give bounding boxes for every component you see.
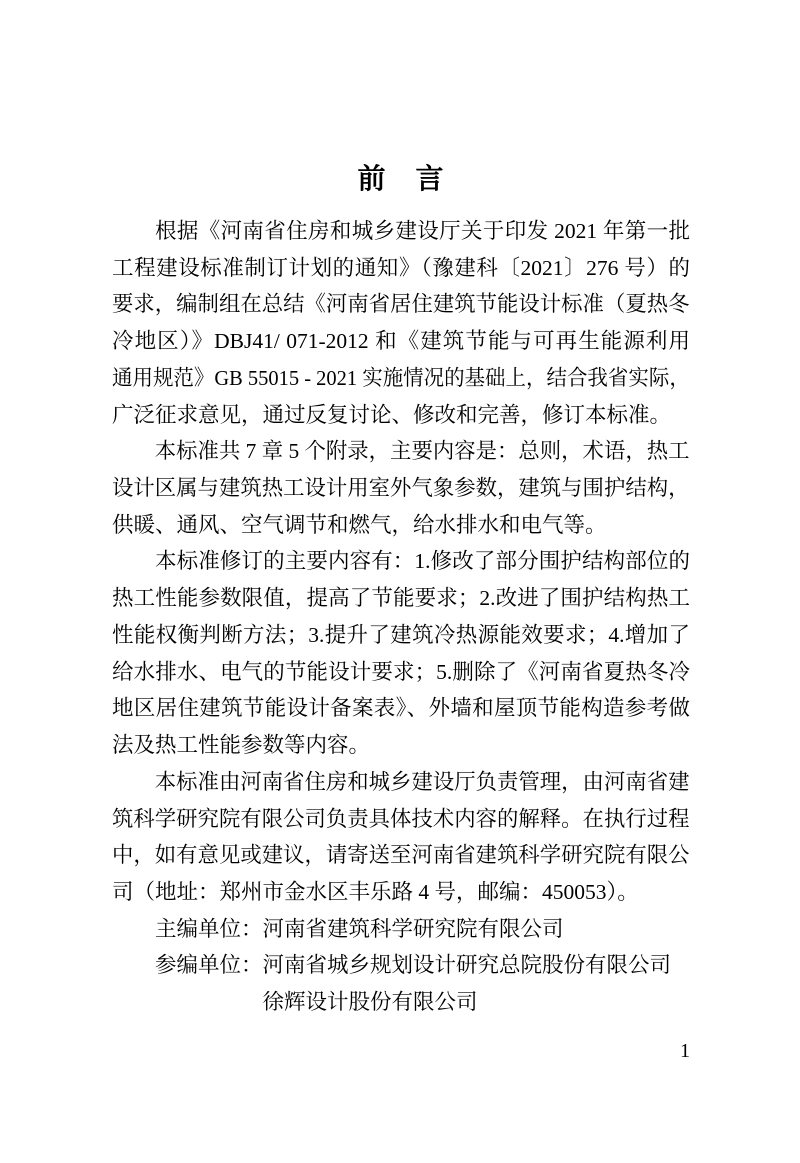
text-line: 筑科学研究院有限公司负责具体技术内容的解释。在执行过程: [112, 806, 690, 831]
paragraph: [112, 764, 690, 911]
text-line: 性能权衡判断方法；3.提升了建筑冷热源能效要求；4.增加了: [112, 622, 690, 647]
text-line: 司（地址：郑州市金水区丰乐路 4 号，邮编：450053）。: [112, 879, 639, 904]
page-title: 前 言: [357, 163, 445, 195]
page-number: 1: [680, 1040, 690, 1062]
text-line: 根据《河南省住房和城乡建设厅关于印发 2021 年第一批: [155, 219, 690, 243]
text-line: 地区居住建筑节能设计备案表》、外墙和屋顶节能构造参考做: [112, 696, 690, 721]
text-line: 设计区属与建筑热工设计用室外气象参数，建筑与围护结构，: [112, 476, 690, 501]
text-line: 本标准修订的主要内容有：1.修改了部分围护结构部位的: [155, 549, 690, 574]
paragraph: [112, 213, 690, 433]
text-line: 中，如有意见或建议，请寄送至河南省建筑科学研究院有限公: [112, 843, 690, 868]
text-line: 冷地区）》DBJ41/ 071-2012 和《建筑节能与可再生能源利用: [112, 329, 690, 354]
text-line: 通用规范》GB 55015 - 2021 实施情况的基础上，结合我省实际，: [112, 365, 690, 390]
text-line: 要求，编制组在总结《河南省居住建筑节能设计标准（夏热冬: [112, 292, 690, 317]
editors-block: [112, 911, 690, 1021]
document-body: [112, 213, 690, 1021]
text-line: 给水排水、电气的节能设计要求；5.删除了《河南省夏热冬冷: [112, 659, 690, 684]
text-line: 广泛征求意见，通过反复讨论、修改和完善，修订本标准。: [112, 402, 672, 427]
co-editor-line: 参编单位：河南省城乡规划设计研究总院股份有限公司: [155, 953, 672, 978]
text-line: 供暖、通风、空气调节和燃气，给水排水和电气等。: [112, 512, 607, 537]
text-line: 本标准共 7 章 5 个附录，主要内容是：总则，术语，热工: [154, 439, 690, 464]
text-line: 法及热工性能参数等内容。: [112, 733, 371, 758]
text-line: 热工性能参数限值，提高了节能要求；2.改进了围护结构热工: [112, 586, 690, 611]
chief-editor-line: 主编单位：河南省建筑科学研究院有限公司: [155, 916, 564, 941]
text-line: 本标准由河南省住房和城乡建设厅负责管理，由河南省建: [154, 769, 690, 794]
paragraph: [112, 433, 690, 543]
co-editor-line-continued: 徐辉设计股份有限公司: [262, 990, 478, 1015]
text-line: 工程建设标准制订计划的通知》（豫建科〔2021〕276 号）的: [112, 255, 690, 280]
paragraph: [112, 543, 690, 763]
